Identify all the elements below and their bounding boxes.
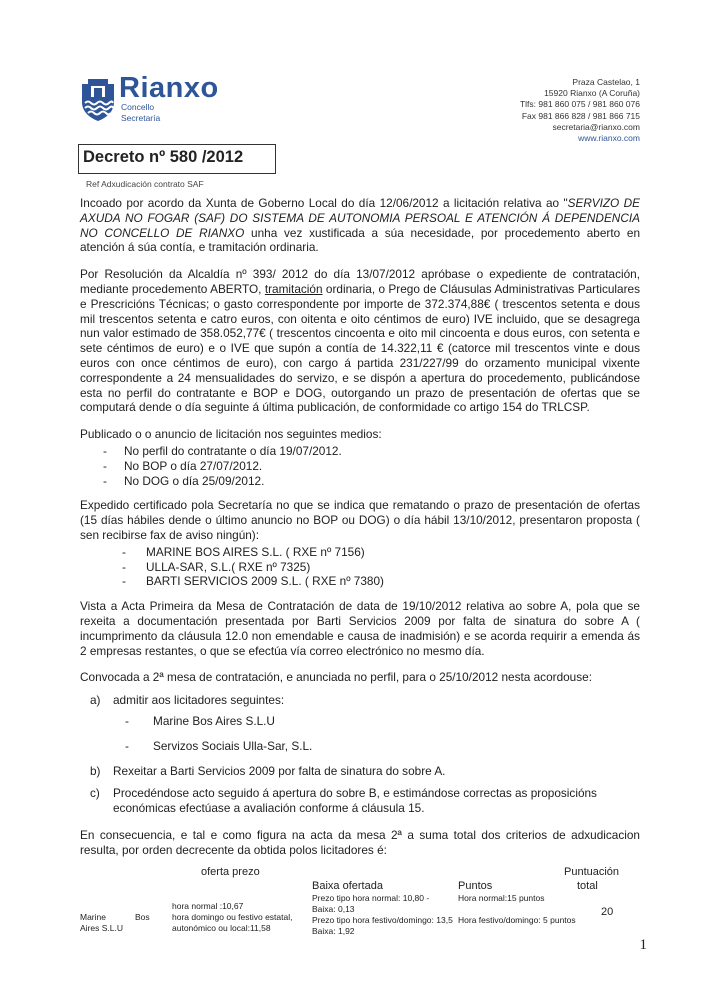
agreement-list <box>80 693 640 816</box>
shield-logo-icon <box>80 78 116 122</box>
bidder-name: Marine <box>80 912 106 922</box>
org-name: Rianxo <box>119 72 219 104</box>
oferta-line: hora normal :10,67 <box>172 901 244 911</box>
oferta-line: hora domingo ou festivo estatal, <box>172 912 293 922</box>
decree-reference: Ref Adxudicación contrato SAF <box>86 179 204 189</box>
puntos-line: Hora festivo/domingo: 5 puntos <box>458 915 576 925</box>
paragraph-expedido: Expedido certificado pola Secretaría no que se indica que rematando o prazo de presentación de ofertas (15 días hábiles dende o último anuncio no BOP ou DOG) o día hábil 13/10/2012, presentaron proposta ( sen recibirse fax de aviso ningún): <box>80 498 640 542</box>
p1-text-a: Incoado por acordo da Xunta de Goberno Local do día 12/06/2012 a licitación relativa ao " <box>80 196 568 210</box>
list-item: - Servizos Sociais Ulla-Sar, S.L. <box>125 738 313 753</box>
decree-title-box <box>78 144 276 174</box>
address-fax: Fax 981 866 828 / 981 866 715 <box>521 110 640 121</box>
puntos-line: Hora normal:15 puntos <box>458 893 545 903</box>
baixa-line: Prezo tipo hora normal: 10,80 - <box>312 893 430 903</box>
list-item: - MARINE BOS AIRES S.L. ( RXE nº 7156) <box>122 544 365 559</box>
rianxo-logo <box>80 72 240 126</box>
admitted-list <box>113 714 640 754</box>
address-block <box>520 77 640 144</box>
scores-table <box>80 866 640 946</box>
list-item: - No perfil do contratante o día 19/07/2012. <box>103 443 342 458</box>
p2-text-c: ordinaria, o Prego de Cláusulas Administrativas Particulares e Prescricións Técnicas; o gasto correspondente por importe de 372.374,88€ ( trescentos setenta e dous mil trescentos setenta e catro euros, con oitenta e oito céntimos de euro) IVE incluido, que se desagrega nun valor estimado de 358.052,77€ ( trescentos cincoenta e oito mil cincoenta e dous euros, con setenta e sete céntimos de euro) e o IVE que supón a contía de 14.322,11 € (catorce mil trescentos vinte e dous euros con once céntimos de euro), con cargo á partida 231/227/99 do orzamento municipal vixente correspondente a 24 mensualidades do servizo, e se dispón a apertura do procedemento, publicándose esta no perfil do contratante e BOP e DOG, outorgando un prazo de presentación de ofertas que se computará dende o día seguinte á última publicación, de conformidade co artigo 154 do TRLCSP. <box>80 281 640 415</box>
column-header-puntos: Puntos <box>458 880 493 892</box>
decree-title: Decreto nº 580 /2012 <box>83 148 244 166</box>
address-line: 15920 Rianxo (A Coruña) <box>544 88 640 99</box>
bidder-name: Bos <box>135 912 150 922</box>
paragraph-incoado <box>80 196 640 255</box>
p1-service-name: SERVIZO DE AXUDA NO FOGAR (SAF) DO SISTEMA DE AUTONOMIA PERSOAL E ATENCIÓN Á DEPENDENCIA NO CONCELLO DE RIANXO <box>80 196 640 240</box>
address-phone: Tlfs: 981 860 075 / 981 860 076 <box>519 99 640 110</box>
paragraph-vista: Vista a Acta Primeira da Mesa de Contratación de data de 19/10/2012 relativa ao sobre A, pola que se rexeita a documentación presentada por Barti Servicios 2009 por falta de sinatura do sobre A ( incumprimento da cláusula 12.0 non emendable e causa de inadmisión) e se acorda requirir a emenda ás 2 empresas restantes, o que se efectúa vía correo electrónico no mesmo día. <box>80 599 640 658</box>
page-number: 1 <box>639 937 647 953</box>
column-header-baixa: Baixa ofertada <box>312 880 383 892</box>
list-item: - Marine Bos Aires S.L.U <box>125 713 275 728</box>
document-body <box>80 196 640 869</box>
baixa-line: Baixa: 0,13 <box>312 904 355 914</box>
paragraph-convocada: Convocada a 2ª mesa de contratación, e anunciada no perfil, para o 25/10/2012 nesta acordouse: <box>80 670 592 685</box>
bidder-list <box>80 545 640 589</box>
list-item: a) admitir aos licitadores seguintes: - Marine Bos Aires S.L.U - Servizos Sociais Ulla-Sar, S.L. <box>80 693 640 753</box>
org-sub-concello: Concello <box>121 102 155 112</box>
paragraph-resolucion <box>80 267 640 415</box>
oferta-line: autonómico ou local:11,58 <box>172 923 271 933</box>
bidder-name: Aires S.L.U <box>80 923 123 933</box>
p2-text-a: Por Resolución da Alcaldía nº 393/ 2012 do día 13/07/2012 apróbase o expediente de contratación, mediante procedemento ABERTO, <box>80 267 640 296</box>
list-item: - BARTI SERVICIOS 2009 S.L. ( RXE nº 7380) <box>122 574 384 589</box>
column-header-total: Puntuación <box>564 866 620 878</box>
list-item: c) Procedéndose acto seguido á apertura do sobre B, e estimándose correctas as proposicións económicas efectúase a avaliación conforme á cláusula 15. <box>90 786 597 816</box>
list-item: - No BOP o día 27/07/2012. <box>103 458 263 473</box>
list-item: - ULLA-SAR, S.L.( RXE nº 7325) <box>122 559 311 574</box>
column-header-oferta: oferta prezo <box>201 866 260 878</box>
org-sub-secretaria: Secretaría <box>121 113 161 123</box>
list-item: - No DOG o día 25/09/2012. <box>103 473 265 488</box>
paragraph-publicado: Publicado o o anuncio de licitación nos seguintes medios: <box>80 427 382 442</box>
address-line: Praza Castelao, 1 <box>572 77 640 87</box>
publication-list <box>80 444 640 488</box>
baixa-line: Prezo tipo hora festivo/domingo: 13,5 <box>312 915 453 925</box>
total-score: 20 <box>601 906 614 918</box>
column-header-total-2: total <box>577 880 598 892</box>
p2-underlined: tramitación <box>264 281 323 296</box>
list-item: b) Rexeitar a Barti Servicios 2009 por falta de sinatura do sobre A. <box>90 763 446 778</box>
p1-text-c: unha vez xustificada a súa necesidade, por procedemento aberto en atención á súa contía, e tramitación ordinaria. <box>80 225 641 255</box>
address-email: secretaria@rianxo.com <box>552 121 640 132</box>
baixa-line: Baixa: 1,92 <box>312 926 355 936</box>
paragraph-consecuencia: En consecuencia, e tal e como figura na acta da mesa 2ª a suma total dos criterios de adxudicacion resulta, por orden decrecente da obtida polos licitadores é: <box>80 827 640 857</box>
address-website: www.rianxo.com <box>578 133 640 144</box>
